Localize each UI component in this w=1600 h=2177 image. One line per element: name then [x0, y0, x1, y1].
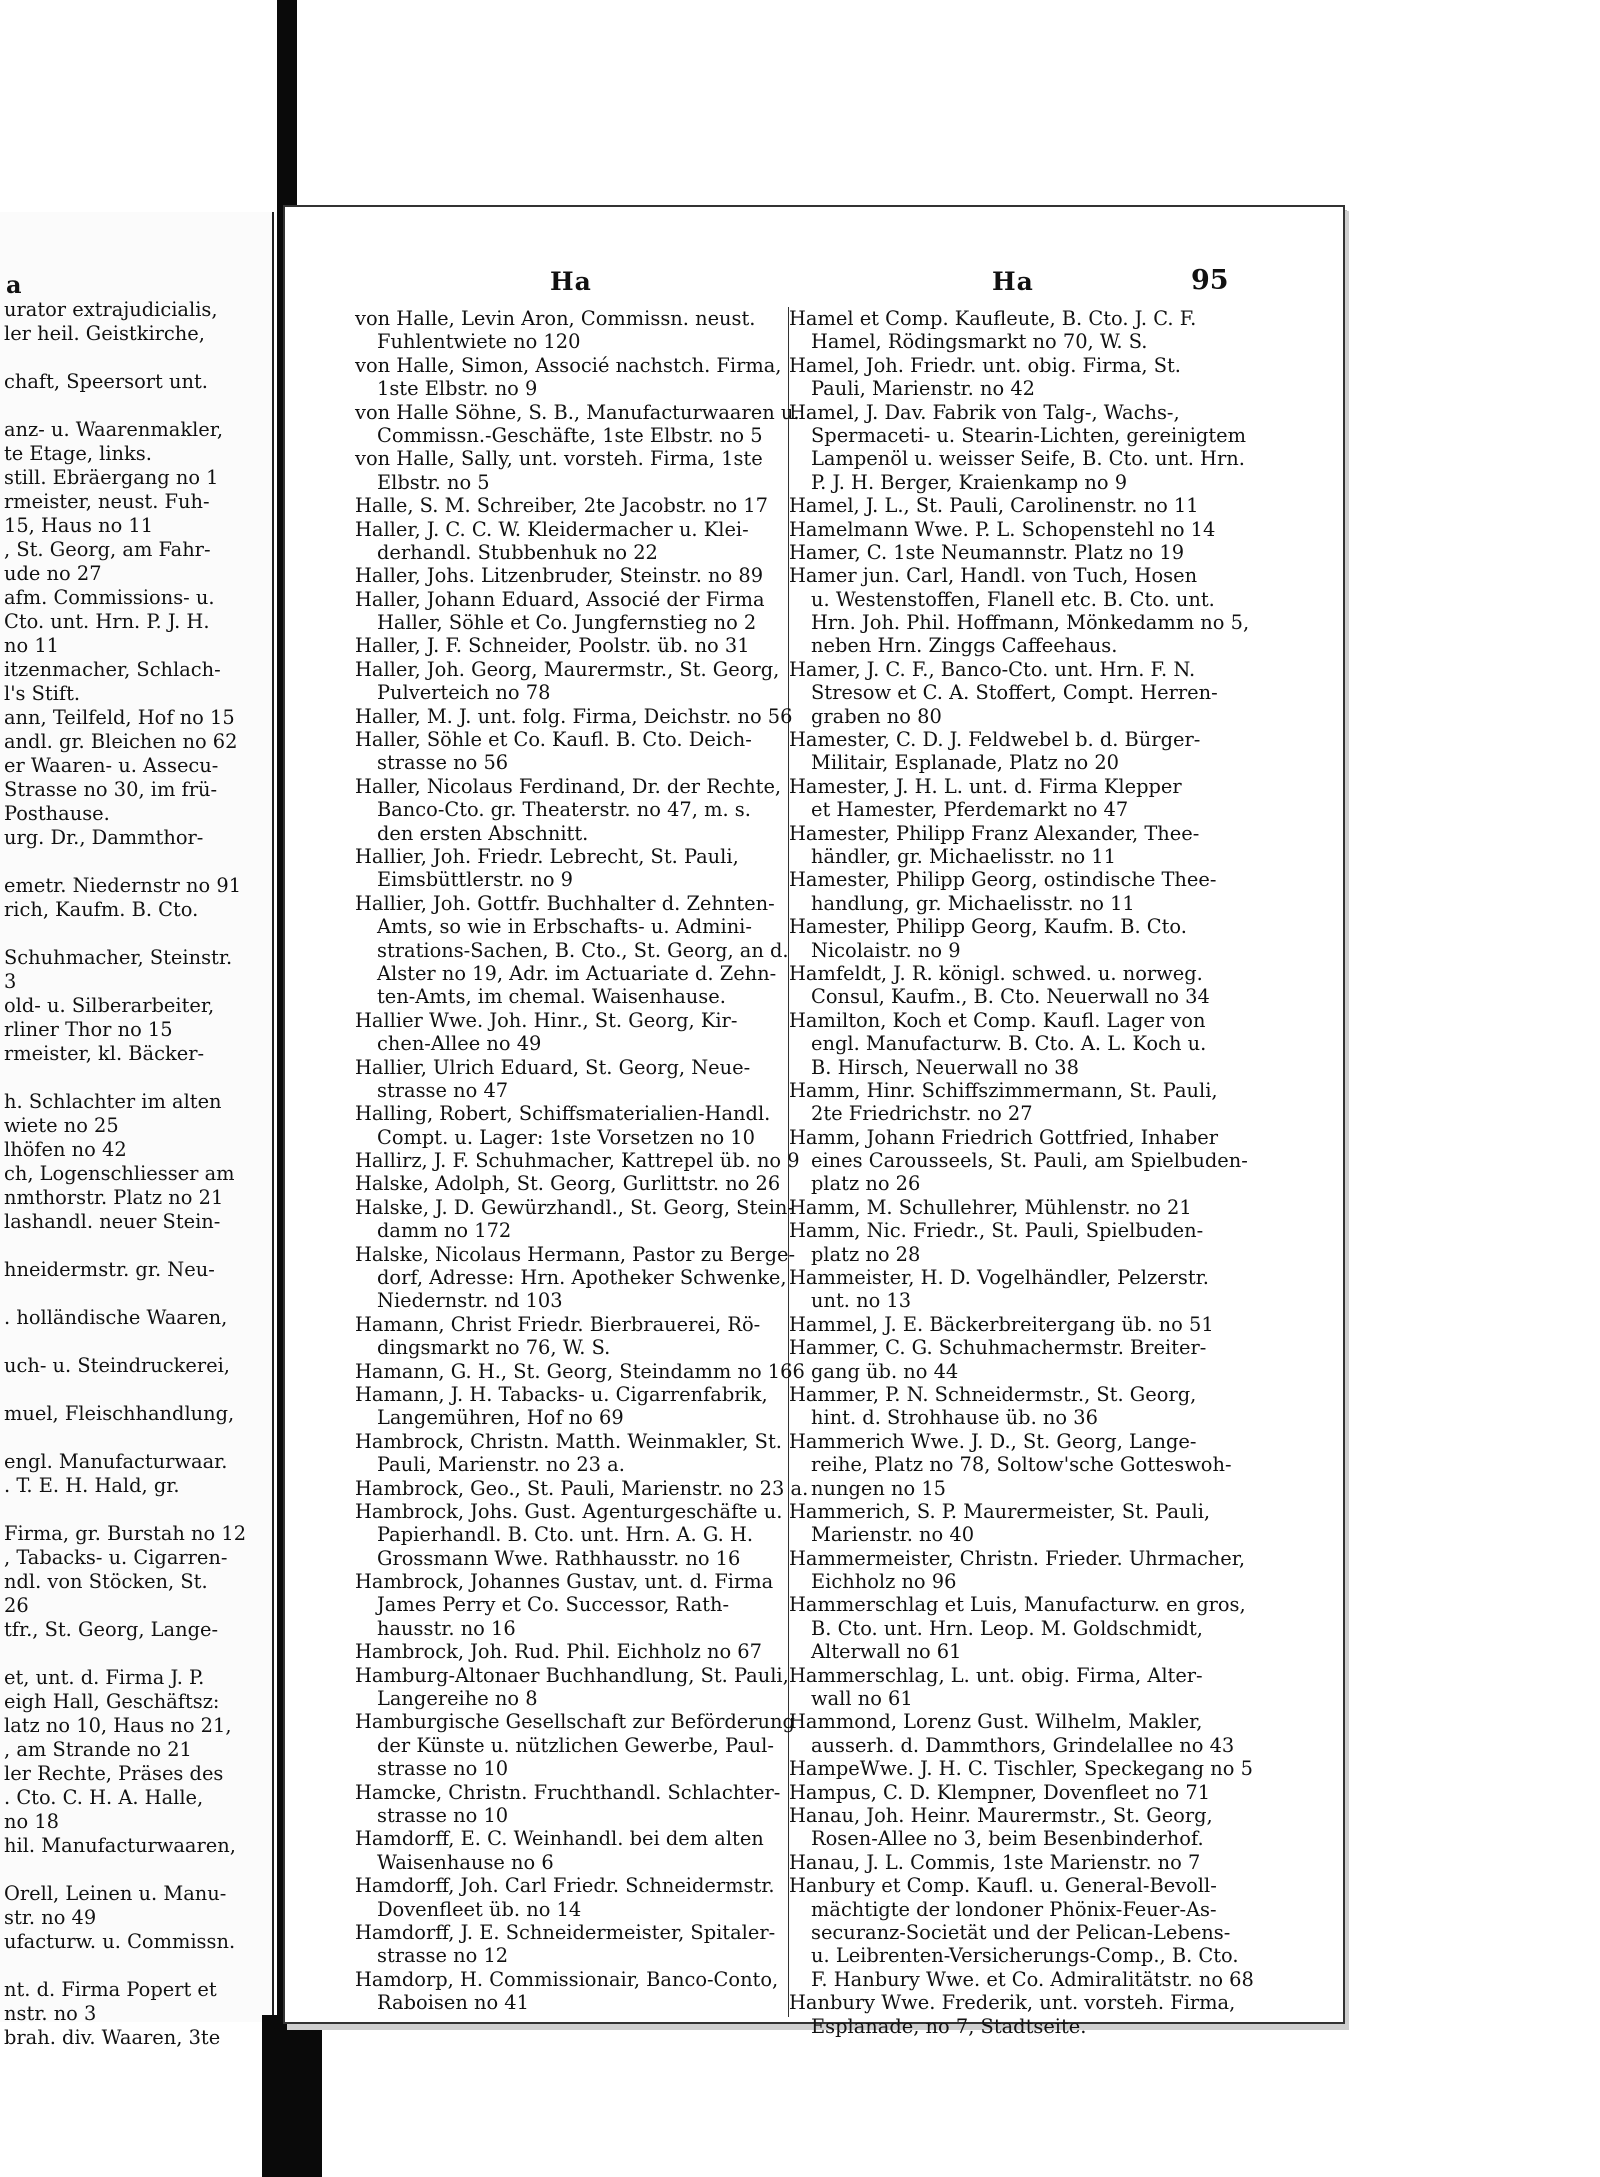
left-page-line: Orell, Leinen u. Manu-: [4, 1882, 227, 1905]
left-page-line: hil. Manufacturwaaren,: [4, 1834, 236, 1857]
directory-entry-line: Haller, Söhle et Co. Jungfernstieg no 2: [377, 611, 757, 635]
directory-entry-line: Hambrock, Joh. Rud. Phil. Eichholz no 67: [355, 1640, 762, 1664]
directory-entry-line: strasse no 10: [377, 1804, 509, 1827]
directory-entry-line: Waisenhause no 6: [377, 1850, 554, 1874]
directory-entry-line: Hampus, C. D. Klempner, Dovenfleet no 71: [789, 1780, 1211, 1804]
left-page-text: [4, 298, 246, 2050]
directory-entry-line: B. Cto. unt. Hrn. Leop. M. Goldschmidt,: [811, 1616, 1203, 1640]
directory-entry-line: Hammerschlag et Luis, Manufacturw. en gros,: [789, 1593, 1246, 1617]
left-page-line: 3: [4, 970, 17, 993]
directory-entry-line: Hamburgische Gesellschaft zur Beförderung: [355, 1710, 795, 1734]
left-page-line: , Tabacks- u. Cigarren-: [4, 1546, 228, 1569]
directory-entry-line: Hambrock, Johannes Gustav, unt. d. Firma: [355, 1570, 774, 1594]
directory-entry-line: ausserh. d. Dammthors, Grindelallee no 43: [811, 1733, 1235, 1757]
directory-entry-line: Rosen-Allee no 3, beim Besenbinderhof.: [811, 1827, 1204, 1851]
directory-entry-line: Niedernstr. nd 103: [377, 1289, 563, 1313]
directory-entry-line: Elbstr. no 5: [377, 470, 490, 494]
directory-entry-line: Spermaceti- u. Stearin-Lichten, gereinigtem: [811, 423, 1246, 447]
directory-entry-line: Banco-Cto. gr. Theaterstr. no 47, m. s.: [377, 798, 751, 822]
directory-entry-line: ten-Amts, im chemal. Waisenhause.: [377, 985, 726, 1009]
left-page-line: uch- u. Steindruckerei,: [4, 1354, 230, 1377]
left-page-line: [4, 1330, 246, 1354]
left-page-line: [4, 1954, 246, 1978]
directory-entry-line: Langemühren, Hof no 69: [377, 1406, 624, 1430]
directory-entry-line: Haller, M. J. unt. folg. Firma, Deichstr. no 56: [355, 704, 793, 728]
left-page-line: lhöfen no 42: [4, 1138, 127, 1161]
directory-entry-line: Consul, Kaufm., B. Cto. Neuerwall no 34: [811, 985, 1210, 1009]
directory-entry-line: Fuhlentwiete no 120: [377, 330, 581, 354]
left-page-line: . Cto. C. H. A. Halle,: [4, 1786, 204, 1809]
left-page-line: 26: [4, 1594, 29, 1617]
directory-entry-line: Hamer, C. 1ste Neumannstr. Platz no 19: [789, 540, 1185, 564]
directory-entry-line: Amts, so wie in Erbschafts- u. Admini-: [377, 915, 752, 939]
directory-entry-line: von Halle Söhne, S. B., Manufacturwaaren u.: [355, 400, 800, 424]
directory-entry-line: strations-Sachen, B. Cto., St. Georg, an d.: [377, 938, 789, 962]
directory-entry-line: hint. d. Strohhause üb. no 36: [811, 1406, 1098, 1430]
left-page-line: andl. gr. Bleichen no 62: [4, 730, 238, 753]
directory-entry-line: F. Hanbury Wwe. et Co. Admiralitätstr. no 68: [811, 1967, 1254, 1991]
left-page-line: [4, 1858, 246, 1882]
directory-entry-line: eines Carousseels, St. Pauli, am Spielbuden-: [811, 1149, 1248, 1173]
left-page-line: [4, 850, 246, 874]
directory-entry-line: Halle, S. M. Schreiber, 2te Jacobstr. no 17: [355, 494, 768, 518]
directory-entry-line: Hammel, J. E. Bäckerbreitergang üb. no 51: [789, 1312, 1214, 1336]
left-page-line: h. Schlachter im alten: [4, 1090, 222, 1113]
directory-entry-line: händler, gr. Michaelisstr. no 11: [811, 844, 1116, 868]
left-page-line: et, unt. d. Firma J. P.: [4, 1666, 205, 1689]
directory-entry-line: Hambrock, Johs. Gust. Agenturgeschäfte u.: [355, 1499, 783, 1523]
left-page-line: [4, 1066, 246, 1090]
directory-entry-line: hausstr. no 16: [377, 1616, 516, 1640]
left-page-line: [4, 1426, 246, 1450]
directory-entry-line: Hamel et Comp. Kaufleute, B. Cto. J. C. F.: [789, 307, 1197, 330]
directory-entry-line: u. Leibrenten-Versicherungs-Comp., B. Cto.: [811, 1944, 1239, 1968]
directory-entry-line: Haller, J. F. Schneider, Poolstr. üb. no 31: [355, 634, 750, 658]
directory-entry-line: Hammerich, S. P. Maurermeister, St. Pauli,: [789, 1499, 1211, 1523]
directory-entry-line: P. J. H. Berger, Kraienkamp no 9: [811, 470, 1128, 494]
directory-entry-line: Hamer, J. C. F., Banco-Cto. unt. Hrn. F. N.: [789, 657, 1196, 681]
left-page-line: nstr. no 3: [4, 2002, 97, 2025]
left-page-line: Schuhmacher, Steinstr.: [4, 946, 233, 969]
directory-entry-line: Hanau, Joh. Heinr. Maurermstr., St. Georg,: [789, 1804, 1213, 1827]
directory-entry-line: von Halle, Levin Aron, Commissn. neust.: [355, 307, 756, 330]
directory-entry-line: Hamelmann Wwe. P. L. Schopenstehl no 14: [789, 517, 1216, 541]
directory-entry-line: Hambrock, Christn. Matth. Weinmakler, St.: [355, 1429, 782, 1453]
directory-entry-line: et Hamester, Pferdemarkt no 47: [811, 798, 1129, 822]
left-page-line: still. Ebräergang no 1: [4, 466, 219, 489]
left-page-line: . holländische Waaren,: [4, 1306, 228, 1329]
left-page-line: brah. div. Waaren, 3te: [4, 2026, 221, 2049]
directory-entry-line: Hrn. Joh. Phil. Hoffmann, Mönkedamm no 5,: [811, 611, 1250, 635]
directory-entry-line: strasse no 12: [377, 1944, 509, 1968]
left-page-line: no 11: [4, 634, 60, 657]
left-page-line: tfr., St. Georg, Lange-: [4, 1618, 219, 1641]
directory-entry-line: platz no 28: [811, 1242, 921, 1266]
left-page-line: nt. d. Firma Popert et: [4, 1978, 217, 2001]
directory-entry-line: Pauli, Marienstr. no 42: [811, 377, 1036, 401]
directory-entry-line: B. Hirsch, Neuerwall no 38: [811, 1055, 1079, 1079]
directory-entry-line: Hamester, Philipp Georg, Kaufm. B. Cto.: [789, 915, 1187, 939]
left-page-line: [4, 1498, 246, 1522]
left-page-line: urg. Dr., Dammthor-: [4, 826, 204, 849]
left-page-line: Posthause.: [4, 802, 110, 825]
directory-entry-line: 1ste Elbstr. no 9: [377, 377, 538, 401]
left-page-line: Firma, gr. Burstah no 12: [4, 1522, 247, 1545]
directory-entry-line: Hamburg-Altonaer Buchhandlung, St. Pauli,: [355, 1663, 789, 1687]
directory-entry-line: Halske, Nicolaus Hermann, Pastor zu Berge-: [355, 1242, 796, 1266]
left-page-line: chaft, Speersort unt.: [4, 370, 208, 393]
left-page-line: 15, Haus no 11: [4, 514, 154, 537]
directory-entry-line: reihe, Platz no 78, Soltow'sche Gotteswoh-: [811, 1453, 1232, 1477]
directory-entry-line: Pauli, Marienstr. no 23 a.: [377, 1453, 625, 1477]
left-page-line: [4, 1378, 246, 1402]
left-page-line: ann, Teilfeld, Hof no 15: [4, 706, 235, 729]
left-page-line: old- u. Silberarbeiter,: [4, 994, 215, 1017]
directory-entry-line: Hamm, M. Schullehrer, Mühlenstr. no 21: [789, 1195, 1192, 1219]
directory-column-1: [355, 307, 855, 2015]
directory-entry-line: Esplanade, no 7, Stadtseite.: [811, 2014, 1087, 2038]
directory-entry-line: Hallier, Ulrich Eduard, St. Georg, Neue-: [355, 1055, 751, 1079]
left-page-line: [4, 922, 246, 946]
directory-entry-line: von Halle, Simon, Associé nachstch. Firma,: [355, 353, 782, 377]
directory-entry-line: mächtigte der londoner Phönix-Feuer-As-: [811, 1897, 1217, 1921]
left-page-line: l's Stift.: [4, 682, 81, 705]
left-page-line: ufacturw. u. Commissn.: [4, 1930, 236, 1953]
directory-entry-line: 2te Friedrichstr. no 27: [811, 1102, 1033, 1126]
directory-entry-line: Halling, Robert, Schiffsmaterialien-Handl.: [355, 1102, 771, 1126]
directory-entry-line: securanz-Societät und der Pelican-Lebens-: [811, 1920, 1231, 1944]
directory-entry-line: Marienstr. no 40: [811, 1523, 975, 1547]
directory-entry-line: Eichholz no 96: [811, 1570, 957, 1594]
directory-entry-line: strasse no 10: [377, 1757, 509, 1781]
directory-entry-line: unt. no 13: [811, 1289, 912, 1313]
directory-entry-line: chen-Allee no 49: [377, 1032, 542, 1056]
directory-entry-line: engl. Manufacturw. B. Cto. A. L. Koch u.: [811, 1032, 1207, 1056]
directory-entry-line: Haller, Nicolaus Ferdinand, Dr. der Rechte,: [355, 774, 782, 798]
left-page-line: Strasse no 30, im frü-: [4, 778, 218, 801]
directory-entry-line: Alterwall no 61: [811, 1640, 962, 1664]
directory-entry-line: Hamcke, Christn. Fruchthandl. Schlachter-: [355, 1780, 781, 1804]
directory-entry-line: Haller, Söhle et Co. Kaufl. B. Cto. Deich-: [355, 728, 752, 752]
left-page-line: no 18: [4, 1810, 60, 1833]
directory-entry-line: graben no 80: [811, 704, 942, 728]
directory-entry-line: Hamdorff, Joh. Carl Friedr. Schneidermstr.: [355, 1874, 775, 1898]
directory-entry-line: Hamer jun. Carl, Handl. von Tuch, Hosen: [789, 564, 1198, 588]
directory-entry-line: Hammeister, H. D. Vogelhändler, Pelzerstr.: [789, 1266, 1209, 1290]
left-page-header: a: [6, 270, 22, 299]
page-number: 95: [1191, 265, 1229, 296]
running-header-left: Ha: [550, 267, 592, 296]
directory-entry-line: Hammer, C. G. Schuhmachermstr. Breiter-: [789, 1336, 1207, 1360]
left-page-line: [4, 1282, 246, 1306]
directory-entry-line: Hamester, C. D. J. Feldwebel b. d. Bürger-: [789, 728, 1201, 752]
left-page-line: ler heil. Geistkirche,: [4, 322, 205, 345]
directory-entry-line: Hamester, J. H. L. unt. d. Firma Klepper: [789, 774, 1182, 798]
directory-entry-line: Papierhandl. B. Cto. unt. Hrn. A. G. H.: [377, 1523, 754, 1547]
directory-entry-line: Hamann, J. H. Tabacks- u. Cigarrenfabrik,: [355, 1382, 768, 1406]
directory-entry-line: Commissn.-Geschäfte, 1ste Elbstr. no 5: [377, 423, 763, 447]
directory-entry-line: neben Hrn. Zinggs Caffeehaus.: [811, 634, 1118, 658]
directory-entry-line: der Künste u. nützlichen Gewerbe, Paul-: [377, 1733, 774, 1757]
left-page-line: er Waaren- u. Assecu-: [4, 754, 219, 777]
directory-entry-line: dingsmarkt no 76, W. S.: [377, 1336, 611, 1360]
directory-entry-line: Haller, J. C. C. W. Kleidermacher u. Klei-: [355, 517, 749, 541]
directory-entry-line: Alster no 19, Adr. im Actuariate d. Zehn-: [377, 961, 777, 985]
directory-entry-line: u. Westenstoffen, Flanell etc. B. Cto. unt.: [811, 587, 1215, 611]
directory-entry-line: Haller, Johann Eduard, Associé der Firma: [355, 587, 765, 611]
left-page-line: rmeister, neust. Fuh-: [4, 490, 210, 513]
left-page-line: ler Rechte, Präses des: [4, 1762, 224, 1785]
directory-entry-line: Hanbury Wwe. Frederik, unt. vorsteh. Firma,: [789, 1991, 1236, 2015]
left-page-line: rmeister, kl. Bäcker-: [4, 1042, 205, 1065]
left-page-line: . T. E. H. Hald, gr.: [4, 1474, 180, 1497]
directory-entry-line: strasse no 56: [377, 751, 509, 775]
directory-entry-line: von Halle, Sally, unt. vorsteh. Firma, 1ste: [355, 447, 763, 471]
directory-entry-line: Hammermeister, Christn. Frieder. Uhrmacher,: [789, 1546, 1246, 1570]
left-page-line: ndl. von Stöcken, St.: [4, 1570, 208, 1593]
directory-entry-line: damm no 172: [377, 1219, 512, 1243]
left-page-line: eigh Hall, Geschäftsz:: [4, 1690, 220, 1713]
directory-entry-line: HampeWwe. J. H. C. Tischler, Speckegang no 5: [789, 1757, 1253, 1781]
left-page-line: [4, 1642, 246, 1666]
left-page-line: muel, Fleischhandlung,: [4, 1402, 235, 1425]
left-page-line: urator extrajudicialis,: [4, 298, 218, 321]
directory-entry-line: Halske, Adolph, St. Georg, Gurlittstr. no 26: [355, 1172, 781, 1196]
directory-entry-line: Hamester, Philipp Franz Alexander, Thee-: [789, 821, 1200, 845]
right-page: [283, 205, 1345, 2038]
directory-entry-line: Hamfeldt, J. R. königl. schwed. u. norweg.: [789, 961, 1203, 985]
left-page-line: nmthorstr. Platz no 21: [4, 1186, 224, 1209]
left-page-line: itzenmacher, Schlach-: [4, 658, 221, 681]
directory-entry-line: James Perry et Co. Successor, Rath-: [377, 1593, 729, 1617]
directory-entry-line: Hammerich Wwe. J. D., St. Georg, Lange-: [789, 1429, 1197, 1453]
left-page-line: te Etage, links.: [4, 442, 152, 465]
left-page-line: rliner Thor no 15: [4, 1018, 173, 1041]
directory-entry-line: Hamel, Joh. Friedr. unt. obig. Firma, St.: [789, 353, 1181, 377]
running-header-right: Ha: [992, 267, 1034, 296]
directory-entry-line: Grossmann Wwe. Rathhausstr. no 16: [377, 1546, 741, 1570]
directory-entry-line: Compt. u. Lager: 1ste Vorsetzen no 10: [377, 1125, 755, 1149]
directory-entry-line: Pulverteich no 78: [377, 681, 551, 705]
directory-entry-line: Hamester, Philipp Georg, ostindische Thee-: [789, 868, 1217, 892]
directory-entry-line: Hammerschlag, L. unt. obig. Firma, Alter-: [789, 1663, 1203, 1687]
directory-column-2: [789, 307, 1254, 2038]
directory-entry-line: den ersten Abschnitt.: [377, 821, 589, 845]
directory-entry-line: Hamel, J. L., St. Pauli, Carolinenstr. no 11: [789, 494, 1199, 518]
directory-entry-line: dorf, Adresse: Hrn. Apotheker Schwenke,: [377, 1266, 787, 1290]
left-page-line: afm. Commissions- u.: [4, 586, 215, 609]
directory-entry-line: Militair, Esplanade, Platz no 20: [811, 751, 1120, 775]
directory-entry-line: Hamann, G. H., St. Georg, Steindamm no 166: [355, 1359, 805, 1383]
directory-entry-line: Hamel, Rödingsmarkt no 70, W. S.: [811, 330, 1148, 354]
directory-entry-line: Hamilton, Koch et Comp. Kaufl. Lager von: [789, 1008, 1206, 1032]
directory-entry-line: gang üb. no 44: [811, 1359, 959, 1383]
directory-entry-line: wall no 61: [811, 1687, 913, 1711]
left-page-line: ude no 27: [4, 562, 102, 585]
directory-entry-line: Hambrock, Geo., St. Pauli, Marienstr. no 23 a.: [355, 1476, 809, 1500]
directory-entry-line: Hamm, Nic. Friedr., St. Pauli, Spielbuden-: [789, 1219, 1204, 1243]
directory-entry-line: Hallier Wwe. Joh. Hinr., St. Georg, Kir-: [355, 1008, 738, 1032]
directory-entry-line: Langereihe no 8: [377, 1687, 538, 1711]
directory-entry-line: Hamdorff, E. C. Weinhandl. bei dem alten: [355, 1827, 764, 1851]
directory-entry-line: Haller, Joh. Georg, Maurermstr., St. Georg,: [355, 657, 780, 681]
left-page-line: engl. Manufacturwaar.: [4, 1450, 228, 1473]
directory-entry-line: handlung, gr. Michaelisstr. no 11: [811, 891, 1135, 915]
directory-entry-line: Hamel, J. Dav. Fabrik von Talg-, Wachs-,: [789, 400, 1180, 424]
left-page-line: emetr. Niedernstr no 91: [4, 874, 242, 897]
left-page-line: Cto. unt. Hrn. P. J. H.: [4, 610, 210, 633]
left-page-line: latz no 10, Haus no 21,: [4, 1714, 232, 1737]
directory-entry-line: Hallier, Joh. Friedr. Lebrecht, St. Pauli,: [355, 844, 739, 868]
left-page-line: hneidermstr. gr. Neu-: [4, 1258, 215, 1281]
directory-entry-line: Hallier, Joh. Gottfr. Buchhalter d. Zehnten-: [355, 891, 775, 915]
directory-entry-line: Stresow et C. A. Stoffert, Compt. Herren-: [811, 681, 1218, 705]
directory-entry-line: Raboisen no 41: [377, 1991, 529, 2015]
directory-entry-line: Hanbury et Comp. Kaufl. u. General-Bevoll-: [789, 1874, 1217, 1898]
directory-entry-line: strasse no 47: [377, 1078, 509, 1102]
directory-entry-line: Halske, J. D. Gewürzhandl., St. Georg, Stein-: [355, 1195, 794, 1219]
directory-entry-line: Hammond, Lorenz Gust. Wilhelm, Makler,: [789, 1710, 1203, 1734]
left-page-line: [4, 394, 246, 418]
directory-entry-line: Lampenöl u. weisser Seife, B. Cto. unt. Hrn.: [811, 447, 1245, 471]
directory-entry-line: Dovenfleet üb. no 14: [377, 1897, 582, 1921]
left-page-line: [4, 1234, 246, 1258]
left-page-line: ch, Logenschliesser am: [4, 1162, 235, 1185]
directory-entry-line: Hallirz, J. F. Schuhmacher, Kattrepel üb. no 9: [355, 1149, 800, 1173]
directory-entry-line: Hamm, Johann Friedrich Gottfried, Inhaber: [789, 1125, 1218, 1149]
directory-entry-line: Hamdorp, H. Commissionair, Banco-Conto,: [355, 1967, 779, 1991]
left-page-line: rich, Kaufm. B. Cto.: [4, 898, 199, 921]
left-page-line: , am Strande no 21: [4, 1738, 192, 1761]
directory-entry-line: Hammer, P. N. Schneidermstr., St. Georg,: [789, 1382, 1197, 1406]
directory-entry-line: Hanau, J. L. Commis, 1ste Marienstr. no 7: [789, 1850, 1201, 1874]
left-page-line: [4, 346, 246, 370]
directory-entry-line: Hamdorff, J. E. Schneidermeister, Spitaler-: [355, 1920, 776, 1944]
left-page-line: str. no 49: [4, 1906, 97, 1929]
directory-entry-line: Eimsbüttlerstr. no 9: [377, 868, 573, 892]
left-page-line: anz- u. Waarenmakler,: [4, 418, 224, 441]
left-page-line: wiete no 25: [4, 1114, 119, 1137]
left-page-line: lashandl. neuer Stein-: [4, 1210, 221, 1233]
directory-entry-line: platz no 26: [811, 1172, 921, 1196]
left-page: [0, 212, 274, 2049]
left-page-line: , St. Georg, am Fahr-: [4, 538, 211, 561]
directory-entry-line: Hamm, Hinr. Schiffszimmermann, St. Pauli,: [789, 1078, 1218, 1102]
directory-entry-line: Nicolaistr. no 9: [811, 938, 961, 962]
directory-entry-line: Haller, Johs. Litzenbruder, Steinstr. no 89: [355, 564, 764, 588]
directory-entry-line: Hamann, Christ Friedr. Bierbrauerei, Rö-: [355, 1312, 761, 1336]
directory-entry-line: derhandl. Stubbenhuk no 22: [377, 540, 658, 564]
directory-entry-line: nungen no 15: [811, 1476, 947, 1500]
